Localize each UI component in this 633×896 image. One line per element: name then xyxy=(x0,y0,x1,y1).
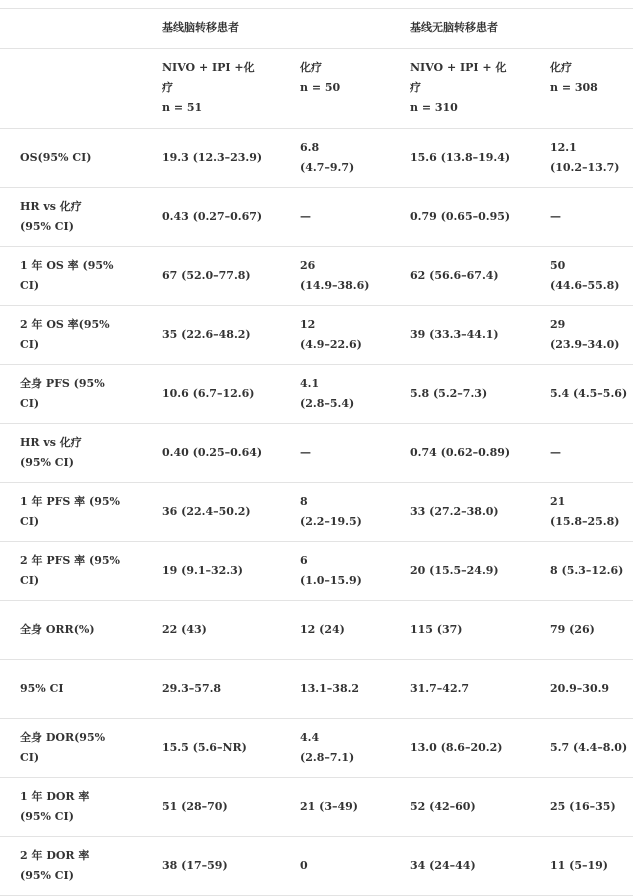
row-label: 全身 DOR(95% CI) xyxy=(20,731,106,764)
table-cell: 31.7–42.7 xyxy=(410,682,470,695)
table-cell: 13.1–38.2 xyxy=(300,682,360,695)
arm-header-nivo-ipi-no-brain: NIVO + IPI + 化 疗 n = 310 xyxy=(410,61,507,114)
table-cell: 19 (9.1–32.3) xyxy=(162,564,243,577)
table-row xyxy=(0,483,633,542)
table-row xyxy=(0,247,633,306)
row-label: 2 年 PFS 率 (95% CI) xyxy=(20,554,120,587)
row-label: 1 年 OS 率 (95% CI) xyxy=(20,259,114,292)
table-cell: 12.1 (10.2–13.7) xyxy=(550,141,620,174)
table-cell: 115 (37) xyxy=(410,623,463,636)
table-arm-header xyxy=(0,48,633,129)
row-label: OS(95% CI) xyxy=(20,151,92,164)
row-label: 全身 PFS (95% CI) xyxy=(20,377,105,410)
table-cell: 0.43 (0.27–0.67) xyxy=(162,210,263,223)
table-cell: 8 (2.2–19.5) xyxy=(300,495,362,528)
table-cell: 4.4 (2.8–7.1) xyxy=(300,731,355,764)
row-label: 2 年 OS 率(95% CI) xyxy=(20,318,110,351)
row-label: HR vs 化疗 (95% CI) xyxy=(20,436,82,469)
table-cell: 6.8 (4.7–9.7) xyxy=(300,141,355,174)
table-cell: 10.6 (6.7–12.6) xyxy=(162,387,255,400)
table-cell: 21 (15.8–25.8) xyxy=(550,495,620,528)
table-cell: 38 (17–59) xyxy=(162,859,228,872)
table-cell: 15.5 (5.6–NR) xyxy=(162,741,247,754)
table-cell: 13.0 (8.6–20.2) xyxy=(410,741,503,754)
table-cell: 50 (44.6–55.8) xyxy=(550,259,620,292)
table-cell: 22 (43) xyxy=(162,623,207,636)
table-cell: 29 (23.9–34.0) xyxy=(550,318,620,351)
table-row xyxy=(0,424,633,483)
table-cell: 39 (33.3–44.1) xyxy=(410,328,499,341)
table-cell: 0.79 (0.65–0.95) xyxy=(410,210,511,223)
table-cell: 62 (56.6–67.4) xyxy=(410,269,499,282)
table-cell: 67 (52.0–77.8) xyxy=(162,269,251,282)
arm-header-chemo-brain: 化疗 n = 50 xyxy=(300,61,341,94)
row-label: 95% CI xyxy=(20,682,64,695)
table-cell: 51 (28–70) xyxy=(162,800,228,813)
table-cell: 19.3 (12.3–23.9) xyxy=(162,151,263,164)
table-cell: 5.7 (4.4–8.0) xyxy=(550,741,628,754)
table-cell: 52 (42–60) xyxy=(410,800,476,813)
table-cell: 0 xyxy=(300,859,308,872)
table-cell: 12 (24) xyxy=(300,623,345,636)
table-cell: 15.6 (13.8–19.4) xyxy=(410,151,511,164)
table-cell: 8 (5.3–12.6) xyxy=(550,564,624,577)
table-cell: 20.9–30.9 xyxy=(550,682,610,695)
table-row xyxy=(0,778,633,837)
table-cell: 36 (22.4–50.2) xyxy=(162,505,251,518)
table-cell: 29.3–57.8 xyxy=(162,682,222,695)
table-cell: — xyxy=(300,210,311,223)
table-cell: 4.1 (2.8–5.4) xyxy=(300,377,355,410)
table-row xyxy=(0,188,633,247)
table-cell: 5.4 (4.5–5.6) xyxy=(550,387,628,400)
table-cell: 33 (27.2–38.0) xyxy=(410,505,499,518)
table-row xyxy=(0,719,633,778)
table-row xyxy=(0,542,633,601)
table-cell: 35 (22.6–48.2) xyxy=(162,328,251,341)
table-row xyxy=(0,129,633,188)
arm-header-chemo-no-brain: 化疗 n = 308 xyxy=(550,61,598,94)
header-no-brain-mets: 基线无脑转移患者 xyxy=(410,21,498,34)
table-cell: — xyxy=(550,446,561,459)
table-cell: 25 (16–35) xyxy=(550,800,616,813)
table-row xyxy=(0,660,633,719)
table-row xyxy=(0,306,633,365)
row-label: HR vs 化疗 (95% CI) xyxy=(20,200,82,233)
table-group-header xyxy=(0,8,633,49)
header-brain-mets: 基线脑转移患者 xyxy=(162,21,239,34)
table-cell: 5.8 (5.2–7.3) xyxy=(410,387,488,400)
table-cell: 0.40 (0.25–0.64) xyxy=(162,446,263,459)
table-cell: 11 (5–19) xyxy=(550,859,609,872)
row-label: 1 年 DOR 率 (95% CI) xyxy=(20,790,90,823)
table-cell: 6 (1.0–15.9) xyxy=(300,554,362,587)
arm-header-nivo-ipi-brain: NIVO + IPI +化 疗 n = 51 xyxy=(162,61,255,114)
table-cell: 0.74 (0.62–0.89) xyxy=(410,446,511,459)
table-cell: — xyxy=(300,446,311,459)
table-cell: 34 (24–44) xyxy=(410,859,476,872)
table-cell: — xyxy=(550,210,561,223)
table-cell: 21 (3–49) xyxy=(300,800,359,813)
table-cell: 20 (15.5–24.9) xyxy=(410,564,499,577)
table-cell: 79 (26) xyxy=(550,623,595,636)
table-row xyxy=(0,365,633,424)
table-row xyxy=(0,837,633,896)
table-cell: 26 (14.9–38.6) xyxy=(300,259,370,292)
row-label: 2 年 DOR 率 (95% CI) xyxy=(20,849,90,882)
table-cell: 12 (4.9–22.6) xyxy=(300,318,362,351)
row-label: 全身 ORR(%) xyxy=(20,623,95,636)
row-label: 1 年 PFS 率 (95% CI) xyxy=(20,495,120,528)
table-row xyxy=(0,601,633,660)
